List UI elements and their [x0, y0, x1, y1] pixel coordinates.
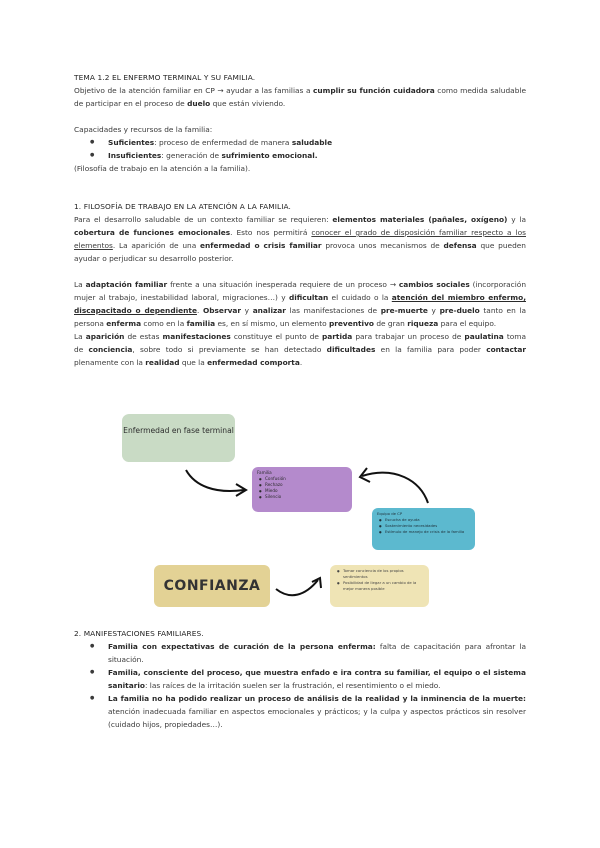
text-run: adaptación familiar [85, 280, 168, 289]
text-run: defensa [443, 241, 477, 250]
text-run: en la familia para poder [375, 345, 487, 354]
text-run: Insuficientes [108, 151, 162, 160]
text-run: , sobre todo si previamente se han detectado [132, 345, 327, 354]
page-title: TEMA 1.2 EL ENFERMO TERMINAL Y SU FAMILIA. [74, 73, 256, 82]
text-run: plenamente con la [74, 358, 146, 367]
section-2-title: 2. MANIFESTACIONES FAMILIARES. [74, 629, 204, 638]
text-run: que pueden ayudar o perjudicar su desarrollo posterior. [74, 241, 526, 263]
text-run: riqueza [407, 319, 439, 328]
box-list [257, 476, 347, 500]
text-run: pre-duelo [439, 306, 480, 315]
text-run: La [74, 332, 86, 341]
text-run: para el equipo. [438, 319, 497, 328]
text-run: como medida saludable de participar en el proceso de [74, 86, 526, 108]
arrow-green-to-purple [186, 470, 244, 491]
text-run: elementos materiales (pañales, oxígeno) [332, 215, 508, 224]
diagram-box-family [252, 467, 352, 512]
text-run: partida [322, 332, 353, 341]
box-list [377, 517, 470, 535]
text-run: falta de capacitación para afrontar la situación. [108, 642, 526, 664]
text-run: de gran [373, 319, 408, 328]
manifestations-list [74, 640, 526, 731]
list-item: ● Estímulo de manejo de crisis de la familia [377, 529, 470, 535]
list-item [74, 692, 526, 731]
text-run: dificultades [326, 345, 376, 354]
text-run: preventivo [328, 319, 374, 328]
text-run: saludable [291, 138, 333, 147]
text-run: enfermedad o crisis familiar [200, 241, 322, 250]
text-run: analizar [252, 306, 286, 315]
text-run: contactar [486, 345, 526, 354]
diagram-box-cp-team [372, 508, 475, 550]
text-run: . [299, 358, 303, 367]
list-item: ● Sostenimiento necesidades [377, 523, 470, 529]
diagram-box-confianza: CONFIANZA [154, 565, 270, 607]
text-run: y [427, 306, 440, 315]
text-run: las manifestaciones de [285, 306, 381, 315]
text-run: como en la [141, 319, 187, 328]
text-run: Para el desarrollo saludable de un contexto familiar se requieren: [74, 215, 333, 224]
text-run: realidad [145, 358, 180, 367]
text-run: : proceso de enfermedad de manera [154, 138, 292, 147]
text-run: La [74, 280, 86, 289]
text-run: cambios sociales [398, 280, 470, 289]
text-run: cumplir su función cuidadora [313, 86, 435, 95]
list-item: ● Tomar conciencia de los propios sentimientos [335, 568, 424, 580]
diagram-box-outcomes [330, 565, 429, 607]
text-run: enferma [106, 319, 142, 328]
list-item: ● Posibilidad de llegar a un cambio de la mejor manera posible [335, 580, 424, 592]
text-run: y [241, 306, 253, 315]
text-run: frente a una situación inesperada requiere de un proceso → [167, 280, 399, 289]
text-run: Familia, consciente del proceso, que muestra enfado e ira contra su familiar, el equipo o el sistema sanitario [108, 668, 526, 690]
list-item: ● Silencio [257, 494, 347, 500]
text-run: constituye el punto de [230, 332, 322, 341]
text-run: enfermedad comporta [207, 358, 300, 367]
text-run: manifestaciones [162, 332, 231, 341]
list-item: ● Rechazo [257, 482, 347, 488]
text-run: Objetivo de la atención familiar en CP → ayudar a las familias a [74, 86, 314, 95]
text-run: para trabajar un proceso de [352, 332, 465, 341]
text-run: pre-muerte [380, 306, 428, 315]
text-run: atención inadecuada familiar en aspectos emocionales y prácticos; y la culpa y aspectos prácticos sin resolver (cuidado hijos, propiedades…). [108, 707, 526, 729]
arrow-blue-to-purple [362, 473, 428, 503]
box-title: Familia [257, 470, 272, 475]
text-run: . Esto nos permitirá [230, 228, 312, 237]
philosophy-note: (Filosofía de trabajo en la atención a la familia). [74, 164, 251, 173]
text-run: Suficientes [108, 138, 155, 147]
text-run: familia [186, 319, 216, 328]
section-2 [74, 627, 526, 731]
capacities-label: Capacidades y recursos de la familia: [74, 125, 213, 134]
text-run: y la [507, 215, 526, 224]
list-item [74, 666, 526, 692]
text-run: que están viviendo. [210, 99, 286, 108]
text-run: paulatina [464, 332, 504, 341]
text-run: dificultan [288, 293, 329, 302]
box-list [335, 568, 424, 592]
text-run: Familia con expectativas de curación de la persona enferma: [108, 642, 376, 651]
text-run: La familia no ha podido realizar un proceso de análisis de la realidad y la inminencia de la muerte: [108, 694, 526, 703]
text-run: cobertura de funciones emocionales [74, 228, 231, 237]
text-run: : generación de [161, 151, 222, 160]
box-title: Equipo de CP [377, 511, 403, 516]
text-run: toma de [74, 332, 527, 354]
text-run: el cuidado o la [328, 293, 392, 302]
section-1-title: 1. FILOSOFÍA DE TRABAJO EN LA ATENCIÓN A LA FAMILIA. [74, 202, 291, 211]
list-item [74, 640, 526, 666]
text-run: que la [179, 358, 208, 367]
text-run: . La aparición de una [112, 241, 201, 250]
text-run: (incorporación mujer al trabajo, inestabilidad laboral, migraciones…) y [74, 280, 527, 302]
text-run: tanto en la persona [74, 306, 526, 328]
text-run: conocer el grado de disposición familiar respecto a los elementos [74, 228, 526, 250]
text-run: conciencia [88, 345, 133, 354]
list-item: ● Miedo [257, 488, 347, 494]
text-run: : las raíces de la irritación suelen ser la frustración, el resentimiento o el miedo. [144, 681, 441, 690]
text-run: duelo [187, 99, 211, 108]
text-run: atención del miembro enfermo, discapacitado o dependiente [74, 293, 526, 315]
list-item: ● Escucha de ayuda [377, 517, 470, 523]
text-run: es, en sí mismo, un elemento [215, 319, 329, 328]
text-run: de estas [124, 332, 163, 341]
text-run: provoca unos mecanismos de [321, 241, 444, 250]
text-run: Observar [202, 306, 242, 315]
text-run: sufrimiento emocional. [221, 151, 318, 160]
diagram-box-terminal-illness: Enfermedad en fase terminal [122, 414, 235, 462]
list-item: ● Confusión [257, 476, 347, 482]
text-run: aparición [85, 332, 125, 341]
arrow-confianza-to-yellow [276, 580, 318, 595]
text-run: . [196, 306, 203, 315]
